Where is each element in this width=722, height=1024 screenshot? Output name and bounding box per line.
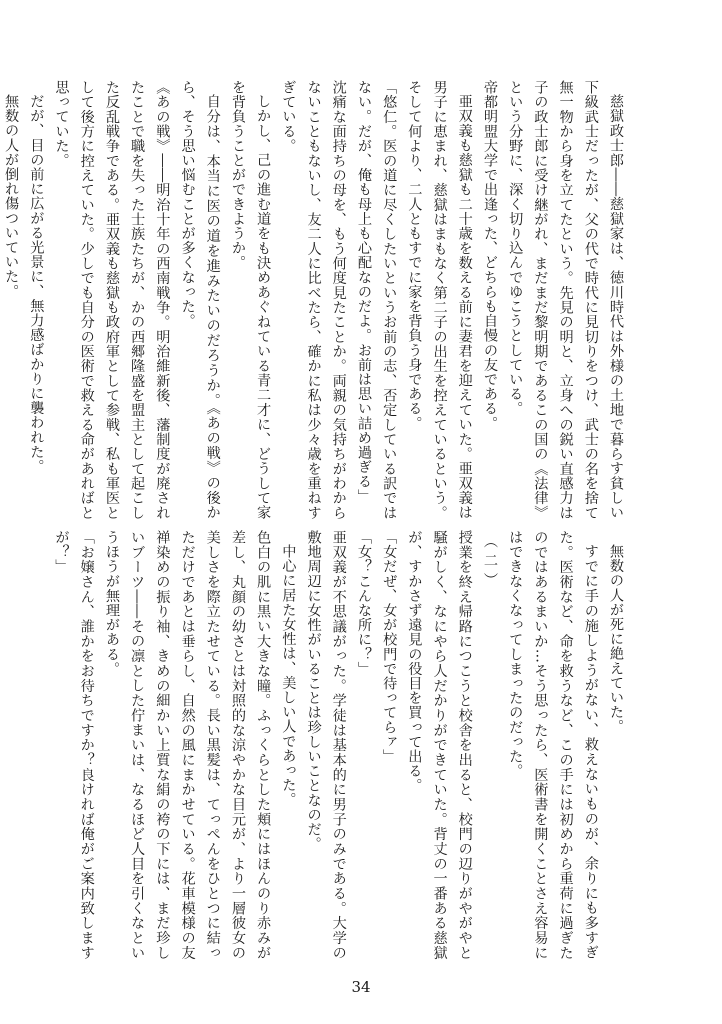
paragraph: しかし、己の進む道をも決めあぐねている青二才に、どうして家を背負うことができようか。: [229, 80, 272, 520]
paragraph: 無数の人が死に絶えていた。: [608, 544, 624, 734]
dialogue-line: 「女？こんな所に？」: [355, 530, 372, 676]
paragraph: 中心に居た女性は、美しい人であった。: [280, 544, 297, 807]
dialogue-line: 「お嬢さん、誰かをお待ちですか？良ければ俺がご案内致しますが？」: [53, 530, 95, 960]
paragraph: 《あの戦》――明治十年の西南戦争。明治維新後、藩制度が廃されたことで職を失った士族たちが、かの西郷隆盛を盟主として起こした反乱戦争である。亜双義も慈獄も政府軍として参戦、私も軍医として後方に控えていた。少しでも自分の医術で救える命があればと思っていた。: [53, 80, 171, 520]
dialogue-line: 「女だぜ、女が校門で待ってらァ」: [381, 530, 398, 764]
paragraph: 帝都明盟大学で出逢った、どちらも自慢の友である。: [481, 80, 498, 431]
upper-text-block: [3, 80, 628, 520]
dialogue-line: 「悠仁。医の道に尽くしたいというお前の志、否定している訳ではない。だが、俺も母上も心配なのだよ。お前は思い詰め過ぎる」: [355, 80, 398, 520]
paragraph: 亜双義も慈獄も二十歳を数える前に妻君を迎えていた。亜双義は男子に恵まれ、慈獄はまもなく第二子の出生を控えているという。そして何より、二人ともすでに家を背負う身である。: [406, 80, 473, 520]
page-number: 34: [351, 978, 371, 996]
paragraph: だが、目の前に広がる光景に、無力感ばかりに襲われた。: [28, 94, 45, 474]
paragraph: 色白の肌に黒い大きな瞳。ふっくらとした頬にはほんのり赤みが差し、丸顔の幼さとは対照的な涼やかな目元が、より一層彼女の美しさを際立たせている。長い黒髪は、てっぺんをひとつに結っただけであとは垂らし、自然の風にまかせている。花車模様の友禅染めの振り袖、きめの細かい上質な絹の袴の下には、まだ珍しいブーツ――その凛とした佇まいは、なるほど人目を引くなというほうが無理がある。: [103, 530, 272, 960]
paragraph: 沈痛な面持ちの母を、もう何度見たことか。両親の気持ちがわからないこともないし、友二人に比べたら、確かに私は少々歳を重ねすぎている。: [280, 80, 347, 520]
paragraph: 慈獄政士郎――慈獄家は、徳川時代は外様の土地で暮らす貧しい下級武士だったが、父の代で時代に見切りをつけ、武士の名を捨て無一物から身を立てたという。先見の明と、立身への鋭い直感力は子の政士郎に受け継がれ、まだまだ黎明期であるこの国の《法律》という分野に、深く切り込んでゆこうとしている。: [507, 80, 624, 520]
paragraph: 授業を終え帰路につこうと校舎を出ると、校門の辺りがやがやと騒がしく、なにやら人だかりができていた。背丈の一番ある慈獄が、すかさず遠見の役目を買って出る。: [406, 530, 473, 960]
paragraph: 無数の人が倒れ傷ついていた。: [3, 94, 20, 299]
paragraph: すでに手の施しようがない、救えないものが、余りにも多すぎた。医術など、命を救うなど、この手には初めから重荷に過ぎたのではあるまいか…そう思ったら、医術書を開くことさえ容易にはできなくなってしまったのだった。: [507, 530, 599, 960]
section-heading: （二）: [481, 534, 498, 592]
paragraph: 亜双義が不思議がった。学徒は基本的に男子のみである。大学の敷地周辺に女性がいることは珍しいことなのだ。: [305, 530, 347, 960]
paragraph: 自分は、本当に医の道を進みたいのだろうか。《あの戦》の後から、そう思い悩むことが多くなった。: [179, 80, 221, 520]
lower-text-block: [53, 530, 628, 960]
